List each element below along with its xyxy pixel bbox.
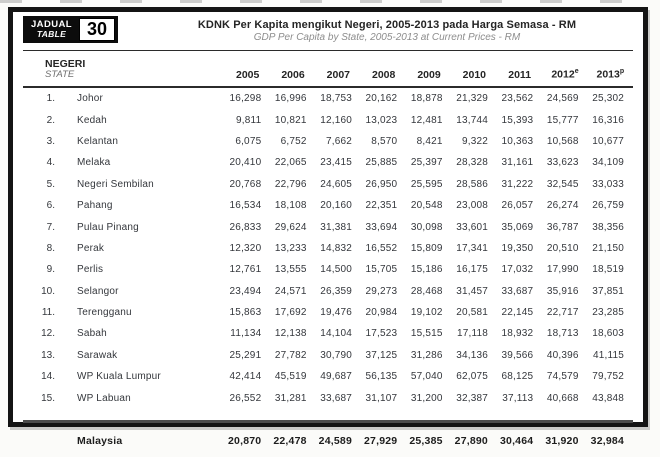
value-cell: 16,175 [456, 264, 488, 276]
year-column-header: 2007 [316, 51, 361, 87]
value-cell: 31,161 [501, 157, 534, 169]
row-number: 5. [46, 178, 55, 190]
value-cell: 26,057 [501, 200, 534, 212]
value-cell: 9,811 [236, 114, 262, 126]
year-column-header: 2005 [225, 51, 270, 87]
value-cell: 17,341 [456, 242, 488, 254]
value-cell: 20,160 [320, 200, 352, 212]
value-cell: 16,534 [229, 200, 262, 212]
value-cell: 26,759 [592, 200, 624, 212]
table-row [23, 174, 633, 195]
state-name: Negeri Sembilan [77, 178, 154, 190]
page-title: KDNK Per Kapita mengikut Negeri, 2005-2013 pada Harga Semasa - RM [197, 19, 577, 31]
table-row [23, 216, 633, 237]
value-cell: 26,274 [546, 200, 579, 212]
value-cell: 26,359 [320, 285, 352, 297]
value-cell: 15,777 [546, 114, 579, 126]
value-cell: 17,692 [274, 307, 307, 319]
value-cell: 16,316 [592, 114, 624, 126]
value-cell: 10,821 [274, 114, 307, 126]
total-value-cell: 27,929 [361, 421, 406, 457]
total-label: Malaysia [57, 421, 225, 457]
year-superscript: e [574, 68, 579, 76]
value-cell: 13,555 [274, 264, 307, 276]
value-cell: 14,500 [320, 264, 352, 276]
value-cell: 34,109 [592, 157, 624, 169]
value-cell: 20,984 [365, 307, 398, 319]
value-cell: 30,790 [320, 349, 352, 361]
total-value-cell: 27,890 [452, 421, 497, 457]
value-cell: 22,065 [274, 157, 307, 169]
value-cell: 16,552 [365, 242, 398, 254]
row-number: 8. [46, 242, 55, 254]
table-body [23, 87, 633, 421]
value-cell: 33,601 [456, 221, 488, 233]
total-spacer [23, 421, 57, 457]
table-row [23, 366, 633, 387]
value-cell: 20,162 [365, 93, 398, 105]
value-cell: 12,481 [410, 114, 443, 126]
value-cell: 20,768 [229, 178, 262, 190]
year-column-header: 2006 [270, 51, 315, 87]
table-frame [8, 7, 648, 447]
value-cell: 18,932 [501, 328, 534, 340]
value-cell: 17,990 [546, 264, 579, 276]
value-cell: 57,040 [410, 371, 443, 383]
state-name: Terengganu [77, 307, 132, 319]
table-row [23, 387, 633, 421]
row-number: 1. [46, 93, 55, 105]
value-cell: 12,761 [229, 264, 262, 276]
value-cell: 9,322 [461, 135, 488, 147]
badge-label-malay: JADUAL [31, 19, 72, 31]
value-cell: 14,832 [320, 242, 352, 254]
value-cell: 19,102 [410, 307, 443, 319]
value-cell: 25,595 [410, 178, 443, 190]
value-cell: 23,285 [592, 307, 624, 319]
table-row [23, 302, 633, 323]
value-cell: 25,302 [592, 93, 624, 105]
state-header-malay: NEGERI [45, 58, 86, 70]
value-cell: 18,603 [592, 328, 624, 340]
value-cell: 13,023 [365, 114, 398, 126]
table-row [23, 259, 633, 280]
value-cell: 7,662 [325, 135, 352, 147]
value-cell: 22,796 [274, 178, 307, 190]
value-cell: 10,677 [592, 135, 624, 147]
year-column-header: 2008 [361, 51, 406, 87]
value-cell: 29,624 [274, 221, 307, 233]
row-number: 13. [41, 349, 55, 361]
value-cell: 33,694 [365, 221, 398, 233]
value-cell: 15,705 [365, 264, 398, 276]
value-cell: 31,222 [501, 178, 534, 190]
value-cell: 28,586 [456, 178, 488, 190]
value-cell: 10,363 [501, 135, 534, 147]
value-cell: 35,916 [546, 285, 579, 297]
state-name: Sarawak [77, 349, 118, 361]
year-column-header: 2013$^p$ [588, 51, 633, 87]
value-cell: 23,008 [456, 200, 488, 212]
value-cell: 32,545 [546, 178, 579, 190]
value-cell: 20,548 [410, 200, 443, 212]
value-cell: 74,579 [546, 371, 579, 383]
value-cell: 31,107 [365, 392, 398, 404]
value-cell: 22,717 [546, 307, 579, 319]
state-name: Perak [77, 242, 105, 254]
row-number: 12. [41, 328, 55, 340]
value-cell: 28,468 [410, 285, 443, 297]
year-superscript: p [619, 68, 625, 76]
value-cell: 21,329 [456, 93, 488, 105]
state-name: Perlis [77, 264, 104, 276]
value-cell: 17,523 [365, 328, 398, 340]
value-cell: 21,150 [592, 242, 624, 254]
value-cell: 31,200 [410, 392, 443, 404]
row-number: 4. [46, 157, 55, 169]
total-value-cell: 31,920 [542, 421, 587, 457]
gdp-per-capita-table [23, 51, 633, 457]
state-name: Sabah [77, 328, 107, 340]
table-row [23, 195, 633, 216]
value-cell: 35,069 [501, 221, 534, 233]
total-value-cell: 24,589 [316, 421, 361, 457]
total-value-cell: 25,385 [406, 421, 451, 457]
value-cell: 18,519 [592, 264, 624, 276]
value-cell: 31,457 [456, 285, 488, 297]
row-number: 3. [46, 135, 55, 147]
year-column-header: 2009 [406, 51, 451, 87]
table-header-row [23, 51, 633, 87]
row-number: 2. [46, 114, 55, 126]
value-cell: 37,851 [592, 285, 624, 297]
value-cell: 79,752 [592, 371, 624, 383]
value-cell: 22,351 [365, 200, 398, 212]
table-row [23, 131, 633, 152]
value-cell: 18,713 [546, 328, 579, 340]
value-cell: 40,668 [546, 392, 579, 404]
table-number-badge [23, 16, 118, 43]
value-cell: 31,286 [410, 349, 443, 361]
value-cell: 10,568 [546, 135, 579, 147]
value-cell: 33,623 [546, 157, 579, 169]
value-cell: 43,848 [592, 392, 624, 404]
state-name: Selangor [77, 285, 119, 297]
value-cell: 16,996 [274, 93, 307, 105]
value-cell: 15,186 [410, 264, 443, 276]
row-number: 11. [41, 307, 55, 319]
badge-words [31, 20, 72, 39]
value-cell: 25,291 [229, 349, 262, 361]
value-cell: 12,320 [229, 242, 262, 254]
value-cell: 18,108 [274, 200, 307, 212]
value-cell: 14,104 [320, 328, 352, 340]
value-cell: 27,782 [274, 349, 307, 361]
table-row [23, 87, 633, 109]
state-header-english: STATE [45, 69, 75, 81]
value-cell: 12,160 [320, 114, 352, 126]
value-cell: 15,393 [501, 114, 534, 126]
year-column-header: 2010 [452, 51, 497, 87]
value-cell: 38,356 [592, 221, 624, 233]
total-value-cell: 32,984 [588, 421, 633, 457]
total-value-cell: 22,478 [270, 421, 315, 457]
value-cell: 24,571 [274, 285, 307, 297]
value-cell: 19,350 [501, 242, 534, 254]
value-cell: 28,328 [456, 157, 488, 169]
value-cell: 12,138 [274, 328, 307, 340]
table-row [23, 238, 633, 259]
value-cell: 23,494 [229, 285, 262, 297]
row-number: 15. [41, 392, 55, 404]
value-cell: 6,752 [280, 135, 307, 147]
state-name: Melaka [77, 157, 111, 169]
total-value-cell: 30,464 [497, 421, 542, 457]
row-number: 6. [46, 200, 55, 212]
state-name: Pahang [77, 200, 113, 212]
table-number: 30 [79, 18, 115, 41]
value-cell: 40,396 [546, 349, 579, 361]
value-cell: 32,387 [456, 392, 488, 404]
value-cell: 8,570 [371, 135, 398, 147]
state-name: Kelantan [77, 135, 119, 147]
value-cell: 26,833 [229, 221, 262, 233]
value-cell: 22,145 [501, 307, 534, 319]
value-cell: 17,032 [501, 264, 534, 276]
value-cell: 6,075 [235, 135, 262, 147]
row-number: 7. [46, 221, 55, 233]
table-row [23, 323, 633, 344]
value-cell: 20,581 [456, 307, 488, 319]
state-column-header [23, 51, 225, 87]
state-name: WP Labuan [77, 392, 131, 404]
title-block [141, 17, 633, 43]
value-cell: 56,135 [365, 371, 398, 383]
value-cell: 36,787 [546, 221, 579, 233]
value-cell: 41,115 [592, 349, 624, 361]
value-cell: 24,569 [546, 93, 579, 105]
table-row [23, 109, 633, 130]
value-cell: 19,476 [320, 307, 352, 319]
year-column-header: 2012e [542, 51, 587, 87]
value-cell: 20,510 [546, 242, 579, 254]
value-cell: 15,863 [229, 307, 262, 319]
value-cell: 18,878 [410, 93, 443, 105]
value-cell: 26,552 [229, 392, 262, 404]
table-row [23, 345, 633, 366]
value-cell: 49,687 [320, 371, 352, 383]
value-cell: 18,753 [320, 93, 352, 105]
value-cell: 34,136 [456, 349, 488, 361]
value-cell: 23,562 [501, 93, 534, 105]
value-cell: 31,381 [320, 221, 352, 233]
state-name: Kedah [77, 114, 107, 126]
total-value-cell: 20,870 [225, 421, 270, 457]
state-name: WP Kuala Lumpur [77, 371, 161, 383]
value-cell: 25,885 [365, 157, 398, 169]
value-cell: 16,298 [229, 93, 262, 105]
row-number: 14. [41, 371, 55, 383]
value-cell: 17,118 [456, 328, 488, 340]
value-cell: 13,233 [274, 242, 307, 254]
value-cell: 8,421 [416, 135, 443, 147]
state-name: Johor [77, 93, 104, 105]
value-cell: 31,281 [274, 392, 307, 404]
year-column-header: 2011 [497, 51, 542, 87]
value-cell: 39,566 [501, 349, 534, 361]
value-cell: 33,687 [320, 392, 352, 404]
document-header [23, 15, 633, 51]
value-cell: 26,950 [365, 178, 398, 190]
value-cell: 33,033 [592, 178, 624, 190]
value-cell: 24,605 [320, 178, 352, 190]
value-cell: 37,113 [502, 392, 534, 404]
value-cell: 15,515 [410, 328, 443, 340]
row-number: 10. [41, 285, 55, 297]
badge-label-english: TABLE [36, 29, 67, 40]
value-cell: 42,414 [229, 371, 262, 383]
value-cell: 33,687 [501, 285, 534, 297]
value-cell: 45,519 [274, 371, 307, 383]
value-cell: 20,410 [229, 157, 262, 169]
table-row [23, 152, 633, 173]
value-cell: 13,744 [456, 114, 488, 126]
value-cell: 30,098 [410, 221, 443, 233]
value-cell: 23,415 [320, 157, 352, 169]
value-cell: 25,397 [410, 157, 443, 169]
row-number: 9. [46, 264, 55, 276]
value-cell: 37,125 [365, 349, 398, 361]
state-name: Pulau Pinang [77, 221, 139, 233]
value-cell: 15,809 [410, 242, 443, 254]
total-row [23, 421, 633, 457]
value-cell: 11,134 [230, 328, 262, 340]
value-cell: 68,125 [501, 371, 534, 383]
value-cell: 29,273 [365, 285, 398, 297]
value-cell: 62,075 [456, 371, 488, 383]
page-subtitle: GDP Per Capita by State, 2005-2013 at Current Prices - RM [253, 32, 521, 43]
table-row [23, 281, 633, 302]
